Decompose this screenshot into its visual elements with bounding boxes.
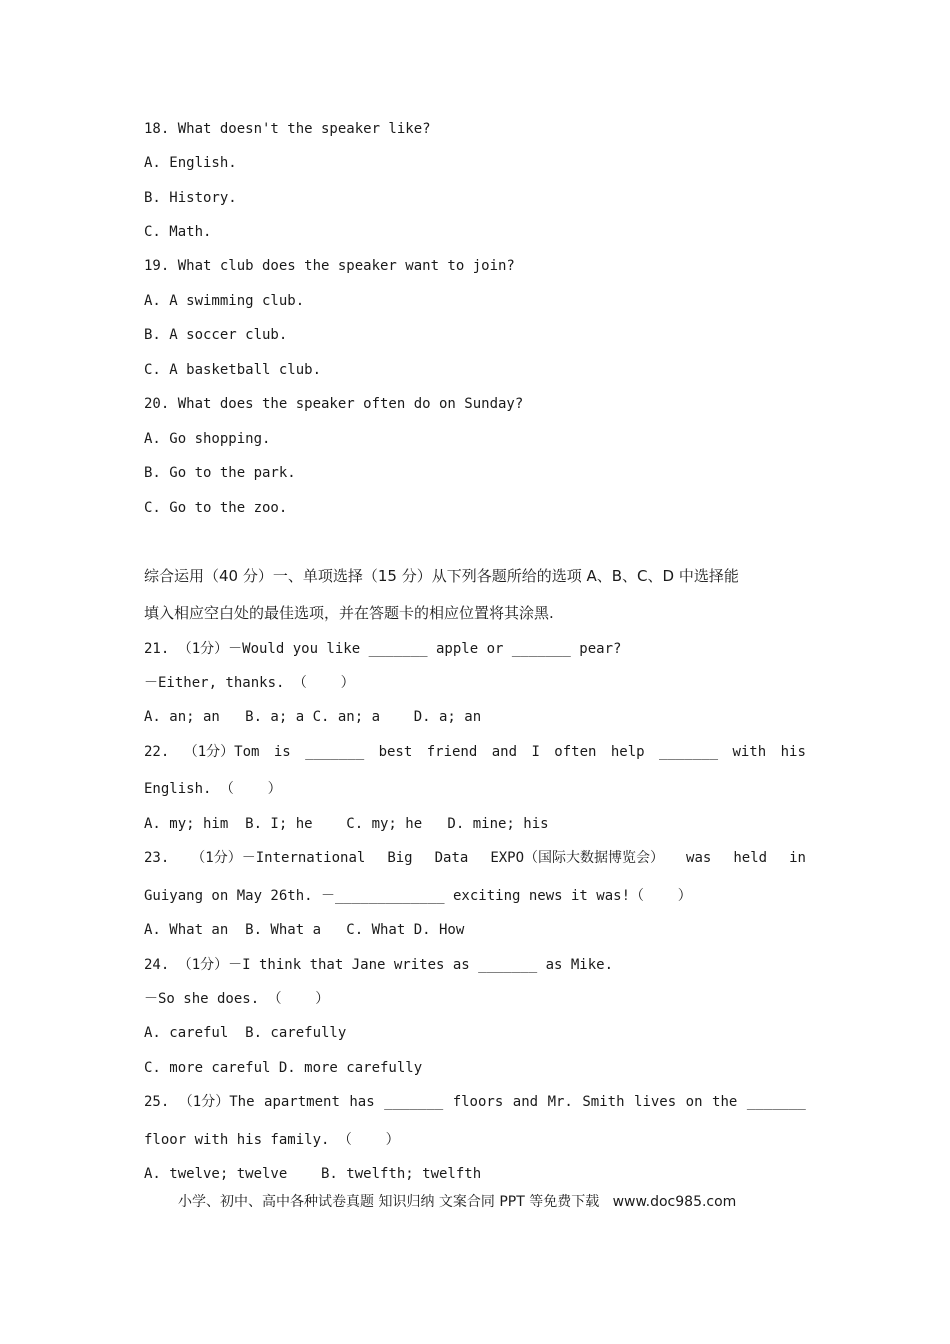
word: Smith [582,1094,625,1110]
question-22-stem-continued: English. （ ） [144,781,282,797]
question-18-option-a: A. English. [144,155,237,171]
word: 22. [144,744,170,760]
word: help [610,744,645,760]
word: 25. [144,1094,170,1110]
blank: _______ [659,744,719,760]
word: friend [426,744,478,760]
question-20-option-b: B. Go to the park. [144,465,296,481]
word: Mr. [547,1094,573,1110]
word: Data [434,850,469,866]
question-23-options: A. What an B. What a C. What D. How [144,922,465,938]
question-19-option-c: C. A basketball club. [144,362,322,378]
word: was [686,850,712,866]
word: （1分）－International [191,850,366,866]
section-heading-line-2: 填入相应空白处的最佳选项，并在答题卡的相应位置将其涂黑. [144,604,554,622]
word: （1分）Tom [183,744,260,760]
word: and [491,744,518,760]
question-19-option-b: B. A soccer club. [144,327,288,343]
word: has [349,1094,375,1110]
word: apartment [264,1094,340,1110]
question-21-options: A. an; an B. a; a C. an; a D. a; an [144,709,482,725]
blank: _______ [746,1094,806,1110]
question-24-options-1: A. careful B. carefully [144,1025,347,1041]
question-21-response: －Either, thanks. （ ） [144,675,355,691]
question-20-option-c: C. Go to the zoo. [144,500,288,516]
question-25-stem-continued: floor with his family. （ ） [144,1132,400,1148]
blank: _______ [305,744,365,760]
question-19-stem: 19. What club does the speaker want to join? [144,258,515,274]
blank: _______ [384,1094,444,1110]
word: in [789,850,806,866]
question-19-option-a: A. A swimming club. [144,293,305,309]
word: floors [452,1094,504,1110]
question-24-stem: 24. （1分）－I think that Jane writes as _______ as Mike. [144,957,614,973]
question-20-stem: 20. What does the speaker often do on Sunday? [144,396,524,412]
section-heading-line-1: 综合运用（40 分）一、单项选择（15 分）从下列各题所给的选项 A、B、C、D 中选择能 [144,567,739,585]
word: his [780,744,806,760]
word: （1分）The [178,1094,255,1110]
word: the [712,1094,738,1110]
question-21-stem: 21. （1分）－Would you like _______ apple or _______ pear? [144,641,622,657]
word: lives [634,1094,677,1110]
question-25-options: A. twelve; twelve B. twelfth; twelfth [144,1166,482,1182]
word: Big [387,850,413,866]
question-25-stem [144,1092,806,1112]
word: held [733,850,768,866]
question-18-option-b: B. History. [144,190,237,206]
question-18-option-c: C. Math. [144,224,212,240]
question-22-stem [144,742,806,762]
question-24-options-2: C. more careful D. more carefully [144,1060,423,1076]
question-23-stem-continued: Guiyang on May 26th. －_____________ exciting news it was!（ ） [144,888,692,904]
word: with [732,744,767,760]
question-18-stem: 18. What doesn't the speaker like? [144,121,431,137]
word: is [273,744,291,760]
word: on [685,1094,703,1110]
question-24-response: －So she does. （ ） [144,991,330,1007]
page-footer: 小学、初中、高中各种试卷真题 知识归纳 文案合同 PPT 等免费下载 www.doc985.com [178,1194,737,1210]
word: and [512,1094,539,1110]
question-22-options: A. my; him B. I; he C. my; he D. mine; his [144,816,549,832]
word: EXPO（国际大数据博览会） [490,850,665,866]
question-20-option-a: A. Go shopping. [144,431,271,447]
word: I [531,744,540,760]
question-23-stem [144,848,806,868]
word: often [554,744,597,760]
word: 23. [144,850,170,866]
word: best [378,744,413,760]
